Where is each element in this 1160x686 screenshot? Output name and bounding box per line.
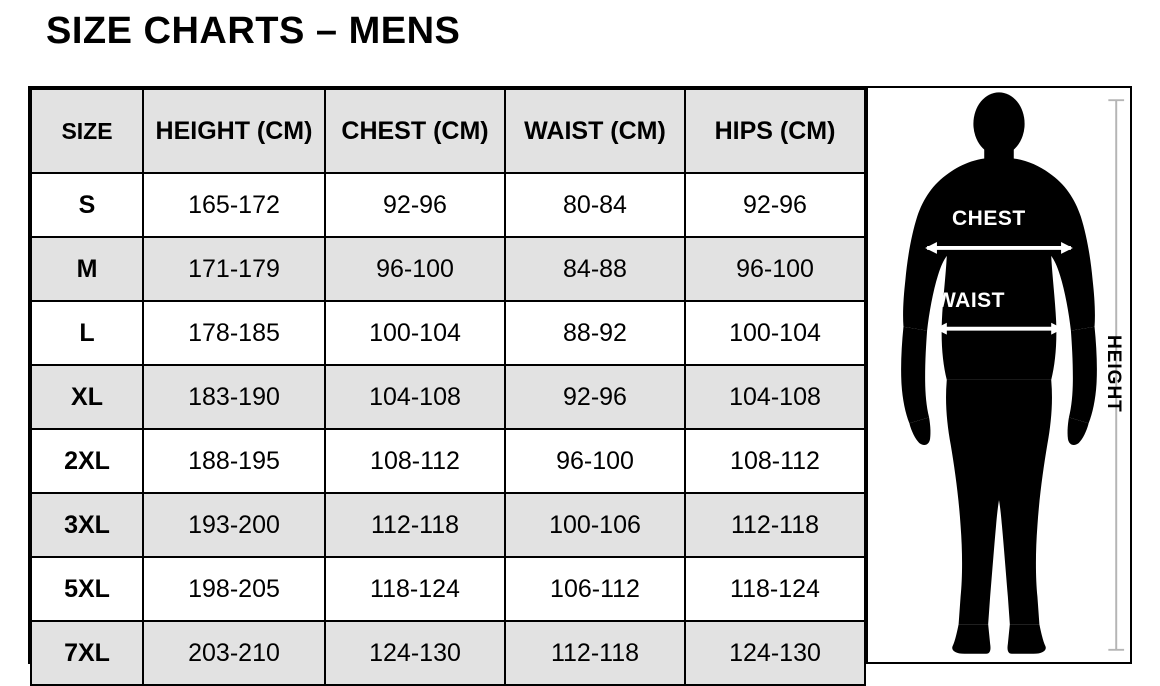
cell-waist: 106-112 [505,557,685,621]
column-header-chest: CHEST (CM) [325,89,505,173]
table-row [31,365,865,429]
table-header [31,89,865,173]
cell-hips: 100-104 [685,301,865,365]
cell-hips: 104-108 [685,365,865,429]
cell-height: 203-210 [143,621,325,685]
cell-chest: 118-124 [325,557,505,621]
cell-waist: 100-106 [505,493,685,557]
cell-chest: 92-96 [325,173,505,237]
cell-chest: 96-100 [325,237,505,301]
table-row [31,237,865,301]
cell-waist: 92-96 [505,365,685,429]
cell-chest: 108-112 [325,429,505,493]
cell-chest: 104-108 [325,365,505,429]
cell-chest: 100-104 [325,301,505,365]
measurement-figure [866,88,1130,662]
cell-size: 2XL [31,429,143,493]
cell-hips: 92-96 [685,173,865,237]
table-row [31,173,865,237]
page-title: SIZE CHARTS – MENS [46,10,461,52]
cell-chest: 124-130 [325,621,505,685]
cell-size: 7XL [31,621,143,685]
cell-size: XL [31,365,143,429]
table-body [31,173,865,685]
table-row [31,557,865,621]
cell-height: 188-195 [143,429,325,493]
table-row [31,301,865,365]
male-body-silhouette-icon [868,88,1130,662]
height-measure-label: HEIGHT [1103,335,1124,413]
cell-hips: 108-112 [685,429,865,493]
cell-hips: 118-124 [685,557,865,621]
cell-waist: 112-118 [505,621,685,685]
column-header-height: HEIGHT (CM) [143,89,325,173]
cell-size: M [31,237,143,301]
column-header-hips: HIPS (CM) [685,89,865,173]
cell-chest: 112-118 [325,493,505,557]
cell-hips: 96-100 [685,237,865,301]
chest-measure-label: CHEST [952,207,1026,230]
size-chart-container [28,86,1132,667]
cell-waist: 96-100 [505,429,685,493]
cell-size: S [31,173,143,237]
cell-height: 178-185 [143,301,325,365]
size-table [30,88,866,686]
table-row [31,429,865,493]
cell-size: L [31,301,143,365]
column-header-waist: WAIST (CM) [505,89,685,173]
table-header-row [31,89,865,173]
cell-waist: 84-88 [505,237,685,301]
cell-height: 198-205 [143,557,325,621]
cell-waist: 88-92 [505,301,685,365]
cell-hips: 112-118 [685,493,865,557]
cell-height: 183-190 [143,365,325,429]
table-row [31,493,865,557]
cell-size: 5XL [31,557,143,621]
cell-height: 171-179 [143,237,325,301]
waist-measure-label: WAIST [936,289,1005,312]
cell-size: 3XL [31,493,143,557]
column-header-size: SIZE [31,89,143,173]
cell-height: 193-200 [143,493,325,557]
cell-height: 165-172 [143,173,325,237]
cell-hips: 124-130 [685,621,865,685]
table-row [31,621,865,685]
cell-waist: 80-84 [505,173,685,237]
